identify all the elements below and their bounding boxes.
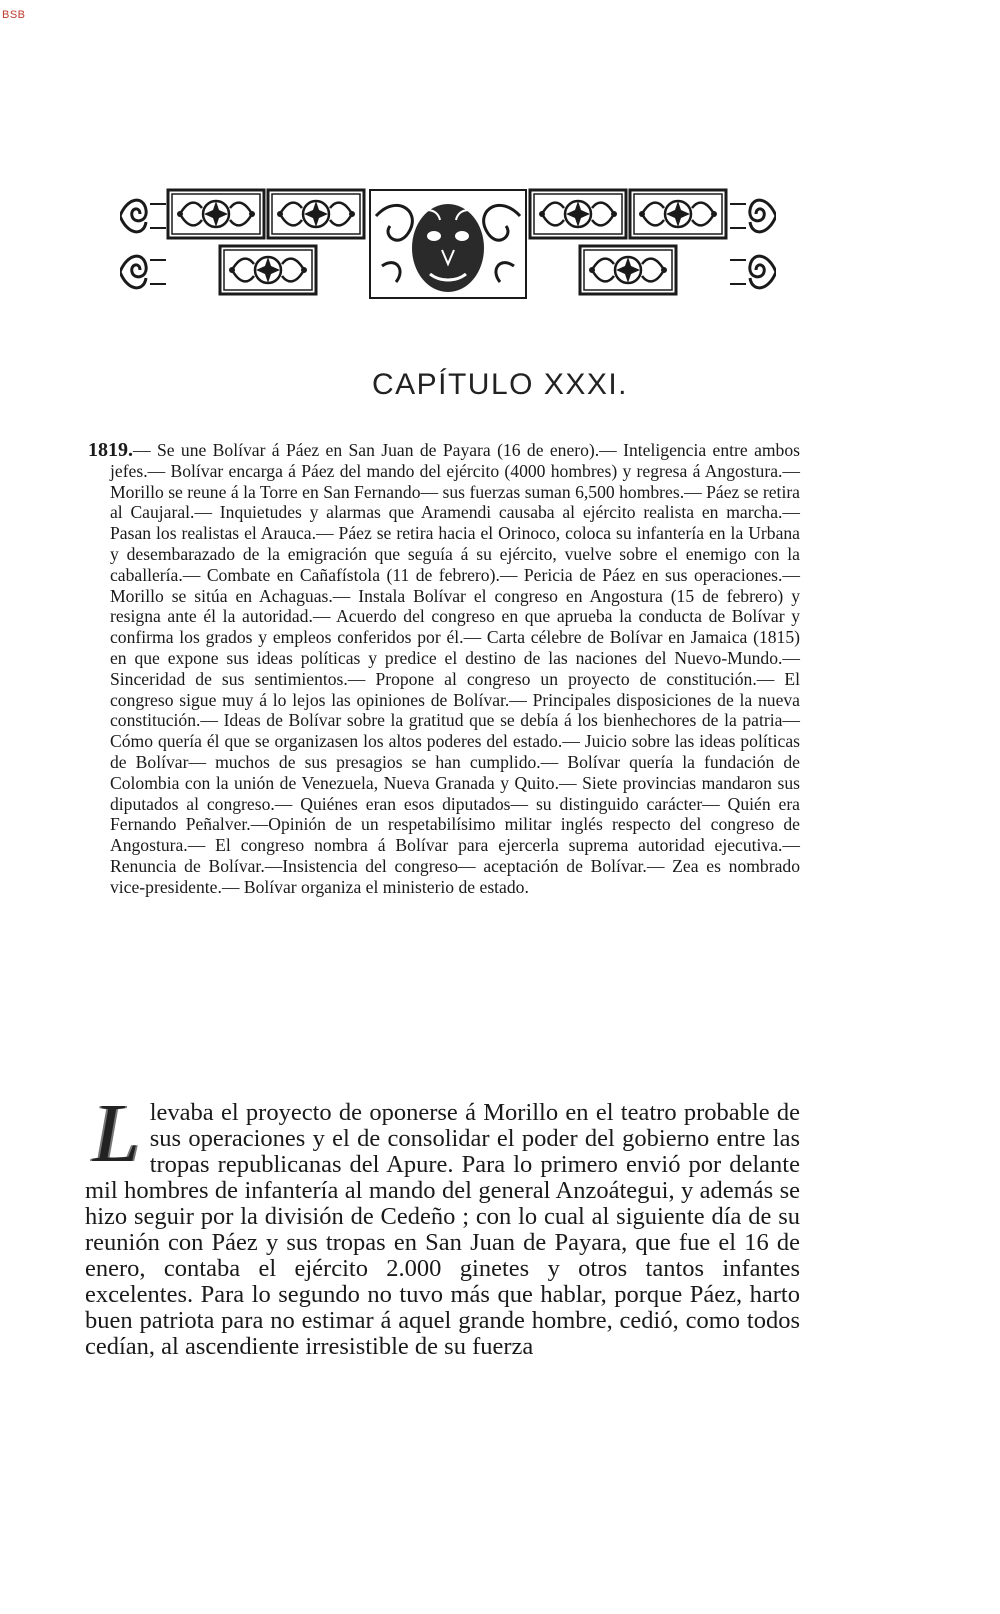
chapter-title: CAPÍTULO XXXI. <box>371 368 629 401</box>
drop-cap-letter: L <box>93 1087 140 1180</box>
summary-text: — Se une Bolívar á Páez en San Juan de Payara (16 de enero).— Inteligencia entre ambos jefes.— Bolívar encarga á Páez del mando del ejército (4000 hombres) y regresa á Angostura.— Morillo se reune á la Torre en San Fernando— sus fuerzas suman 6,500 hombres.— Páez se retira al Caujaral.— Inquietudes y alarmas que Aramendi causaba al ejército realista en marcha.— Pasan los realistas el Arauca.— Páez se retira hacia el Orinoco, coloca su infantería en la Urbana y desembarazado de la emigración que seguía á su ejército, vuelve sobre el enemigo con la caballería.— Combate en Cañafístola (11 de febrero).— Pericia de Páez en sus operaciones.— Morillo se sitúa en Achaguas.— Instala Bolívar el congreso en Angostura (15 de febrero) y resigna ante él la autoridad.— Acuerdo del congreso en que aprueba la conducta de Bolívar y confirma los grados y empleos conferidos por él.— Carta célebre de Bolívar en Jamaica (1815) en que expone sus ideas políticas y predice el destino de las naciones del Nuevo-Mundo.— Sinceridad de sus sentimientos.— Propone al congreso un proyecto de constitución.— El congreso sigue muy á lo lejos las opiniones de Bolívar.— Principales disposiciones de la nueva constitución.— Ideas de Bolívar sobre la gratitud que se debía á los bienhechores de la patria— Cómo quería él que se organizasen los altos poderes del estado.— Juicio sobre las ideas políticas de Bolívar— muchos de sus presagios se han cumplido.— Bolívar quería la fundación de Colombia con la unión de Venezuela, Nueva Granada y Quito.— Siete provincias mandaron sus diputados al congreso.— Quiénes eran esos diputados— su distinguido carácter— Quién era Fernando Peñalver.—Opinión de un respetabilísimo militar inglés respecto del congreso de Angostura.— El congreso nombra á Bolívar para ejercerla suprema autoridad ejecutiva.—Renuncia de Bolívar.—Insistencia del congreso— aceptación de Bolívar.— Zea es nombrado vice-presidente.— Bolívar organiza el ministerio de estado. <box>110 440 800 897</box>
chapter-summary <box>88 439 800 898</box>
ornamental-headpiece-icon <box>120 186 776 302</box>
body-paragraph <box>85 1087 800 1360</box>
library-mark: BSB <box>2 9 26 21</box>
body-paragraph-text: levaba el proyecto de oponerse á Morillo en el teatro probable de sus operaciones y el de consolidar el poder del gobierno entre las tropas republicanas del Apure. Para lo primero envió por delante mil hombres de infantería al mando del general Anzoátegui, y además se hizo seguir por la división de Cedeño ; con lo cual al siguiente día de su reunión con Páez y sus tropas en San Juan de Payara, que fue el 16 de enero, contaba el ejército 2.000 ginetes y otros tantos infantes excelentes. Para lo segundo no tuvo más que hablar, porque Páez, harto buen patriota para no estimar á aquel grande hombre, cedió, como todos cedían, al ascendiente irresistible de su fuerza <box>85 1099 800 1360</box>
summary-year: 1819. <box>88 439 133 461</box>
